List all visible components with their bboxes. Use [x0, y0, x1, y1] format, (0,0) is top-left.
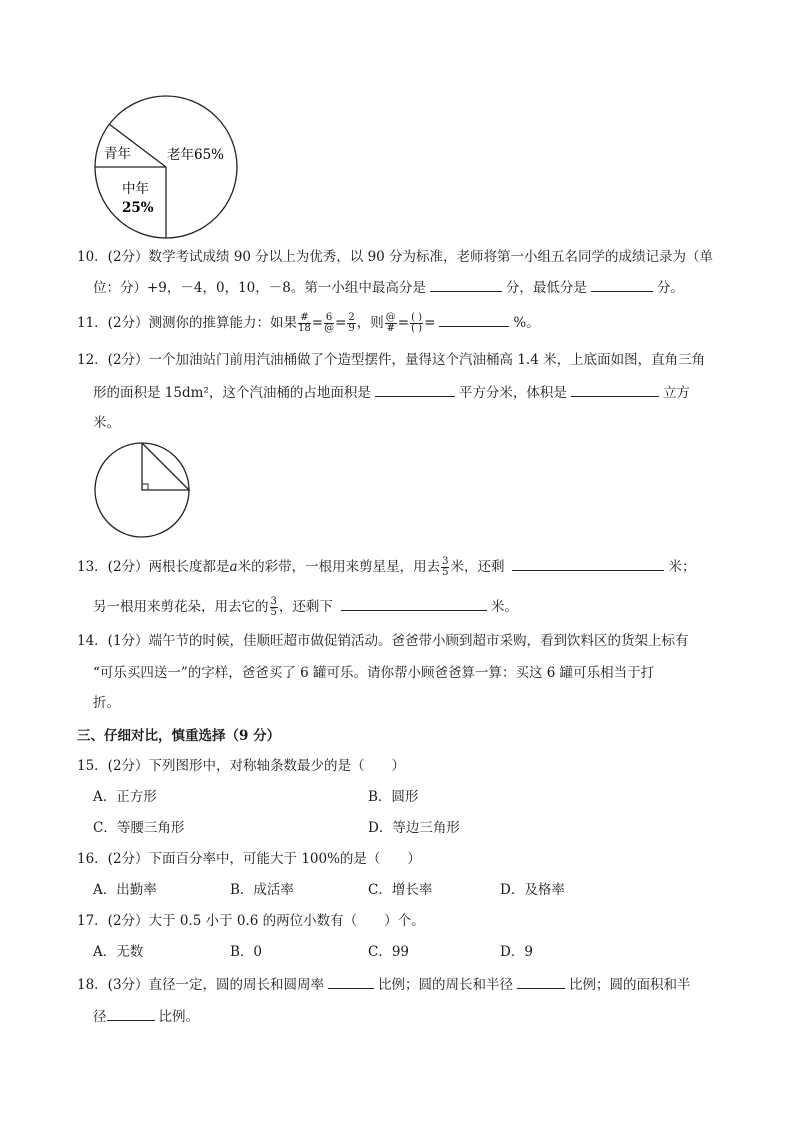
q13-line1: 13．(2分）两根长度都是a米的彩带，一根用来剪星星，用去 $\frac{3}{5}$ 米，还剩 米； — [77, 556, 696, 578]
q11-fraction-4: @ # — [385, 312, 396, 334]
q17-stem: 17．(2分）大于 0.5 小于 0.6 的两位小数有（ ）个。 — [77, 913, 425, 929]
q11-fraction-1: # 18 — [298, 312, 311, 334]
q17-option-b[interactable]: B．0 — [230, 944, 263, 960]
q13-blank-1[interactable] — [512, 556, 664, 571]
age-pie-chart — [90, 90, 242, 245]
q17-option-a[interactable]: A．无数 — [93, 944, 144, 960]
q18-blank-1[interactable] — [328, 974, 374, 989]
q18-line1: 18．(3分）直径一定，圆的周长和圆周率 比例；圆的周长和半径 比例；圆的面积和半 — [77, 974, 691, 995]
q12-line3: 米。 — [93, 415, 120, 431]
q12-line1: 12．(2分）一个加油站门前用汽油桶做了个造型摆件，量得这个汽油桶高 1.4 米，上底面如图，直角三角 — [77, 352, 706, 368]
section-3-heading: 三、仔细对比，慎重选择（9 分） — [77, 728, 281, 744]
right-triangle — [142, 443, 189, 490]
q12-blank-volume[interactable] — [571, 382, 659, 397]
q14-line3: 折。 — [93, 695, 120, 711]
q17-option-c[interactable]: C．99 — [368, 944, 410, 960]
q15-option-a[interactable]: A．正方形 — [93, 789, 157, 805]
q18-blank-2[interactable] — [517, 974, 565, 989]
circle-right-triangle-figure — [92, 440, 192, 540]
pie-label-middle-pct: 25% — [122, 200, 154, 216]
q13-blank-2[interactable] — [341, 596, 487, 611]
q11-blank-percent[interactable] — [439, 312, 509, 327]
q11-fraction-2: 6 @ — [324, 312, 335, 334]
q11-line: 11．(2分）测测你的推算能力：如果 # 18 = 6 @ = $\frac{2}{9}$ ，则 @ # = ( ) ( ) = %。 — [77, 312, 540, 334]
q15-option-d[interactable]: D．等边三角形 — [368, 820, 460, 836]
q14-line2: “可乐买四送一”的字样，爸爸买了 6 罐可乐。请你帮小顾爸爸算一算：买这 6 罐可乐相当于打 — [93, 665, 655, 681]
q18-blank-3[interactable] — [107, 1006, 155, 1021]
q10-blank-lowest[interactable] — [591, 277, 653, 292]
q13-line2: 另一根用来剪花朵，用去它的 $\frac{3}{5}$ ，还剩下 米。 — [93, 596, 518, 618]
q13-fraction-2: $\frac{3}{5}$ — [270, 596, 277, 618]
q15-stem: 15．(2分）下列图形中，对称轴条数最少的是（ ） — [77, 758, 406, 774]
q16-stem: 16．(2分）下面百分率中，可能大于 100%的是（ ） — [77, 851, 421, 867]
q16-option-b[interactable]: B．成活率 — [230, 882, 294, 898]
pie-label-elderly: 老年65% — [167, 147, 225, 163]
q13-fraction-1: $\frac{3}{5}$ — [442, 556, 449, 578]
q15-option-b[interactable]: B．圆形 — [368, 789, 419, 805]
q14-line1: 14．(1分）端午节的时候，佳顺旺超市做促销活动。爸爸带小顾到超市采购，看到饮料区的货架上标有 — [77, 633, 689, 649]
q16-option-c[interactable]: C．增长率 — [368, 882, 433, 898]
q12-line2: 形的面积是 15dm²，这个汽油桶的占地面积是 平方分米，体积是 立方 — [93, 382, 690, 403]
q10-blank-highest[interactable] — [430, 277, 502, 292]
pie-label-youth: 青年 — [104, 146, 131, 162]
pie-label-middle: 中年 — [122, 181, 149, 197]
q16-option-a[interactable]: A．出勤率 — [93, 882, 157, 898]
q11-fraction-3: $\frac{2}{9}$ — [348, 312, 355, 334]
q15-option-c[interactable]: C．等腰三角形 — [93, 820, 185, 836]
q16-option-d[interactable]: D．及格率 — [500, 882, 565, 898]
right-angle-mark — [142, 484, 148, 490]
q10-line1: 10．(2分）数学考试成绩 90 分以上为优秀，以 90 分为标准，老师将第一小组五名同学的成绩记录为（单 — [77, 249, 714, 265]
q11-fraction-5[interactable]: ( ) ( ) — [411, 312, 423, 334]
q18-line2: 径 比例。 — [93, 1006, 199, 1027]
q12-blank-area[interactable] — [375, 382, 455, 397]
q10-line2: 位：分）+9，－4，0，10，－8。第一小组中最高分是 分，最低分是 分。 — [93, 277, 684, 298]
q17-option-d[interactable]: D．9 — [500, 944, 533, 960]
